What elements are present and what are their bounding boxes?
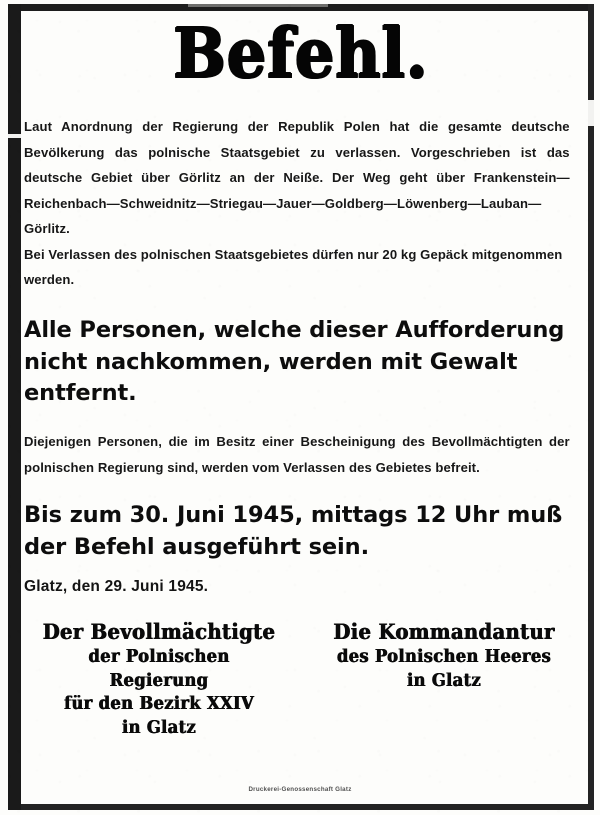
- printer-imprint: Druckerei-Genossenschaft Glatz: [248, 786, 352, 793]
- body-text-block: [24, 114, 578, 293]
- dateline: Glatz, den 29. Juni 1945.: [24, 578, 209, 596]
- frame-border-left: [8, 4, 21, 810]
- paragraph-exemption: Diejenigen Personen, die im Besitz einer Bescheinigung des Bevollmächtigten der polnischen Regierung sind, werden vom Verlassen des Gebietes befreit.: [24, 434, 570, 475]
- signature-right-line-2: des Polnischen Heeres: [336, 647, 552, 668]
- signature-left-line-4: in Glatz: [121, 717, 197, 738]
- paragraph-order-and-route: Laut Anordnung der Regierung der Republik Polen hat die gesamte deutsche Bevölkerung das polnische Staatsgebiet zu verlassen. Vorgeschrieben ist das deutsche Gebiet über Görlitz an der Neiße. Der Weg geht über Frankenstein—Reichenbach—Schweidnitz—Striegau—Jauer—Goldberg—Löwenberg—Lauban—Görlitz.: [24, 119, 570, 237]
- warning-statement: Alle Personen, welche dieser Aufforderung nicht nachkommen, werden mit Gewalt entfernt.: [24, 316, 565, 407]
- signature-right-line-3: in Glatz: [406, 670, 482, 691]
- deadline-statement: Bis zum 30. Juni 1945, mittags 12 Uhr muß der Befehl ausgeführt sein.: [24, 502, 563, 561]
- signature-left-line-3: für den Bezirk XXIV: [64, 694, 254, 715]
- masthead: [24, 0, 578, 92]
- page-title: Befehl.: [173, 13, 429, 94]
- signature-left-line-2: der Polnischen Regierung: [88, 647, 230, 691]
- exemption-block: [24, 429, 578, 480]
- signature-block-commandant: [318, 618, 570, 693]
- signature-block-plenipotentiary: [30, 618, 288, 740]
- signature-left-line-1: Der Bevollmächtigte: [42, 619, 276, 645]
- signature-blocks: [24, 618, 578, 740]
- signature-right-line-1: Die Kommandantur: [333, 619, 555, 645]
- frame-border-bottom: [8, 804, 592, 810]
- paragraph-baggage-limit: Bei Verlassen des polnischen Staatsgebietes dürfen nur 20 kg Gepäck mitgenommen werden.: [24, 246, 563, 288]
